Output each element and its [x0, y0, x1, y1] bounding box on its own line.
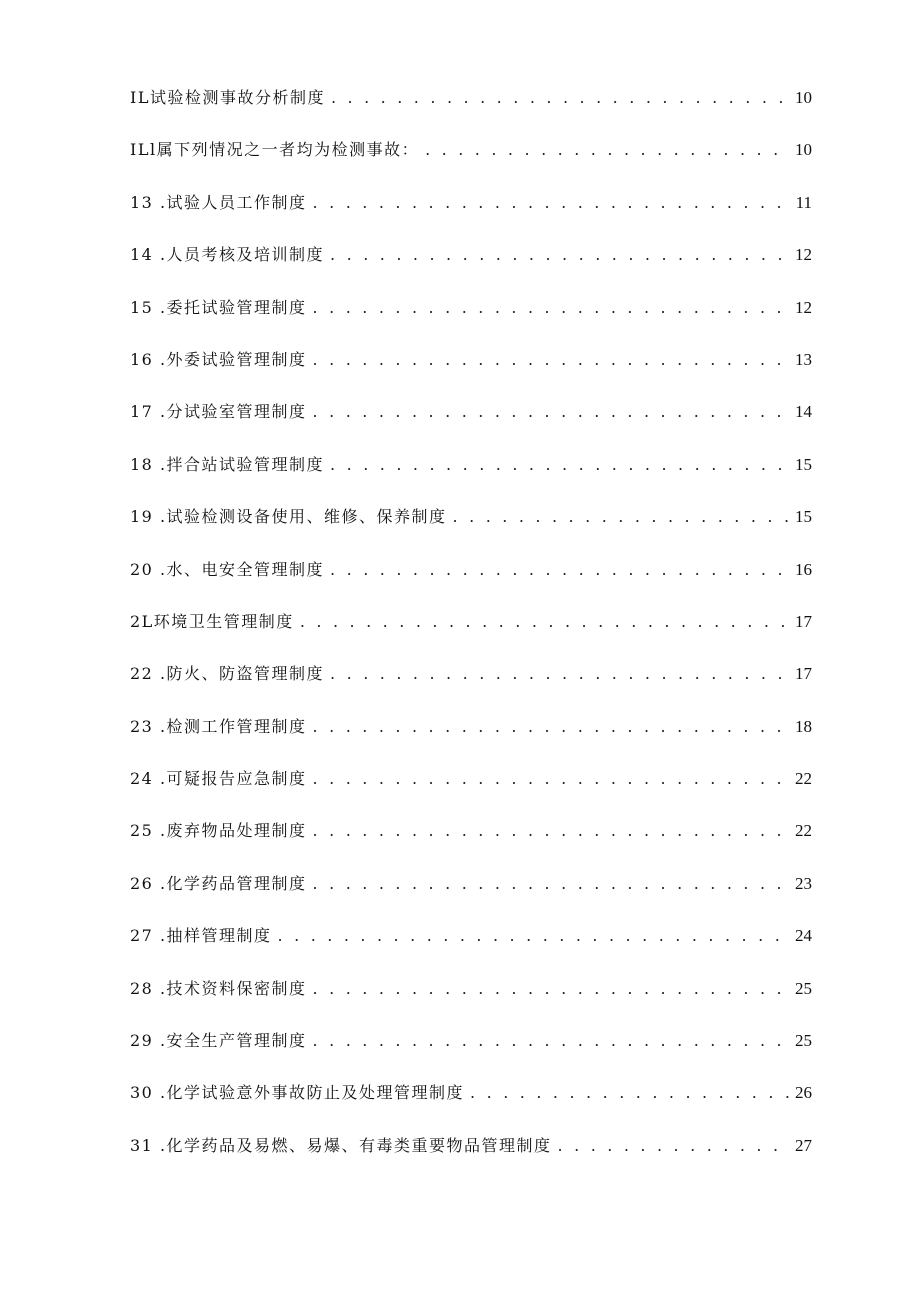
toc-dot-leader [313, 713, 791, 741]
toc-entry-page: 22 [795, 821, 812, 841]
toc-dot-leader [558, 1132, 791, 1160]
toc-entry-page: 22 [795, 769, 812, 789]
toc-entry[interactable] [130, 1027, 812, 1079]
toc-entry-page: 27 [795, 1135, 812, 1155]
toc-entry-page: 17 [795, 664, 812, 684]
toc-dot-leader [313, 189, 792, 217]
toc-entry-page: 13 [795, 349, 812, 369]
toc-dot-leader [453, 503, 791, 531]
toc-entry[interactable] [130, 241, 812, 293]
toc-entry-title: IL试验检测事故分析制度 [130, 88, 325, 107]
toc-dot-leader [313, 765, 791, 793]
toc-dot-leader [313, 294, 791, 322]
toc-entry-page: 26 [795, 1083, 812, 1103]
toc-entry-page: 23 [795, 873, 812, 893]
toc-entry-page: 16 [795, 559, 812, 579]
toc-entry-page: 25 [795, 1031, 812, 1051]
toc-entry-page: 14 [795, 402, 812, 422]
toc-dot-leader [300, 608, 791, 636]
toc-entry-page: 25 [795, 978, 812, 998]
toc-dot-leader [278, 922, 791, 950]
toc-entry-title: 22 .防火、防盗管理制度 [130, 664, 325, 684]
toc-dot-leader [330, 451, 791, 479]
toc-entry-page: 24 [795, 926, 812, 946]
toc-entry-title: ILl属下列情况之一者均为检测事故： [130, 140, 420, 160]
toc-entry-title: 16 .外委试验管理制度 [130, 349, 307, 369]
toc-entry[interactable] [130, 294, 812, 346]
toc-entry[interactable] [130, 451, 812, 503]
toc-entry[interactable] [130, 765, 812, 817]
toc-entry[interactable] [130, 503, 812, 555]
toc-entry[interactable] [130, 346, 812, 398]
toc-entry[interactable] [130, 1079, 812, 1131]
toc-dot-leader [470, 1079, 791, 1107]
toc-entry[interactable] [130, 84, 812, 136]
toc-entry-page: 15 [795, 454, 812, 474]
toc-entry-title: 18 .拌合站试验管理制度 [130, 454, 325, 474]
toc-dot-leader [330, 556, 791, 584]
toc-entry-title: 31 .化学药品及易燃、易爆、有毒类重要物品管理制度 [130, 1135, 552, 1155]
toc-entry-title: 15 .委托试验管理制度 [130, 297, 307, 317]
toc-entry-page: 11 [795, 192, 812, 212]
toc-entry-title: 27 .抽样管理制度 [130, 926, 272, 946]
table-of-contents [130, 84, 812, 1184]
toc-entry-title: 19 .试验检测设备使用、维修、保养制度 [130, 507, 447, 527]
toc-dot-leader [313, 346, 791, 374]
toc-entry[interactable] [130, 1132, 812, 1184]
toc-entry[interactable] [130, 608, 812, 660]
toc-dot-leader [313, 398, 791, 426]
toc-entry-title: 14 .人员考核及培训制度 [130, 245, 325, 265]
toc-entry-page: 12 [795, 297, 812, 317]
toc-entry-title: 28 .技术资料保密制度 [130, 978, 307, 998]
toc-entry[interactable] [130, 922, 812, 974]
toc-entry-title: 26 .化学药品管理制度 [130, 873, 307, 893]
toc-entry-page: 18 [795, 716, 812, 736]
toc-entry[interactable] [130, 660, 812, 712]
toc-entry[interactable] [130, 817, 812, 869]
toc-entry-title: 20 .水、电安全管理制度 [130, 559, 325, 579]
toc-entry[interactable] [130, 136, 812, 188]
toc-entry[interactable] [130, 713, 812, 765]
toc-entry-page: 10 [795, 88, 812, 107]
toc-dot-leader [331, 84, 791, 112]
toc-entry-title: 17 .分试验室管理制度 [130, 402, 307, 422]
toc-entry-page: 10 [795, 140, 812, 160]
toc-entry-title: 29 .安全生产管理制度 [130, 1031, 307, 1051]
toc-entry-title: 25 .废弃物品处理制度 [130, 821, 307, 841]
toc-entry[interactable] [130, 398, 812, 450]
toc-entry[interactable] [130, 556, 812, 608]
toc-dot-leader [313, 975, 791, 1003]
toc-dot-leader [425, 136, 791, 164]
toc-entry-title: 24 .可疑报告应急制度 [130, 769, 307, 789]
toc-dot-leader [313, 817, 791, 845]
toc-entry-title: 30 .化学试验意外事故防止及处理管理制度 [130, 1083, 465, 1103]
toc-entry-page: 17 [795, 611, 812, 631]
toc-entry[interactable] [130, 189, 812, 241]
toc-entry-title: 23 .检测工作管理制度 [130, 716, 307, 736]
toc-dot-leader [313, 870, 791, 898]
toc-entry-title: 13 .试验人员工作制度 [130, 192, 307, 212]
toc-entry-page: 12 [795, 245, 812, 265]
toc-dot-leader [330, 660, 791, 688]
toc-dot-leader [330, 241, 791, 269]
toc-entry-title: 2L环境卫生管理制度 [130, 611, 294, 631]
toc-entry[interactable] [130, 870, 812, 922]
toc-entry[interactable] [130, 975, 812, 1027]
toc-entry-page: 15 [795, 507, 812, 527]
toc-dot-leader [313, 1027, 791, 1055]
